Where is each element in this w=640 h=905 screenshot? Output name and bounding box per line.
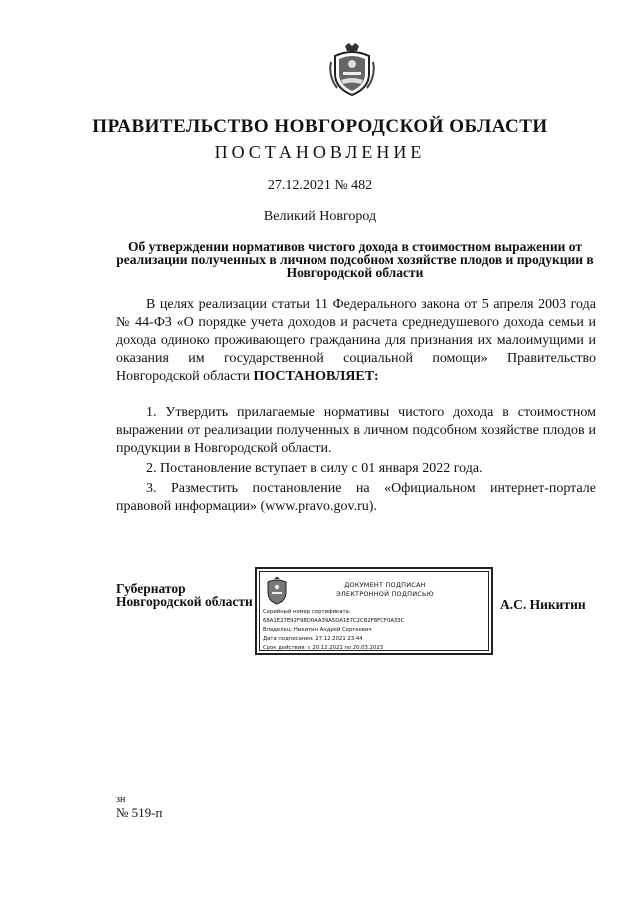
position-line-1: Губернатор bbox=[116, 581, 186, 596]
stamp-emblem-icon bbox=[264, 576, 290, 606]
coat-of-arms-emblem bbox=[327, 42, 377, 98]
signatory-name: А.С. Никитин bbox=[500, 597, 586, 612]
stamp-validity: Срок действия: с 20.12.2021 по 20.03.2023 bbox=[263, 645, 384, 651]
document-subject: Об утверждении нормативов чистого дохода в стоимостном выражении от реализации полученных в личном подсобном хозяйстве плодов и продукции в Новгородской области bbox=[116, 239, 594, 280]
item-3: 3. Разместить постановление на «Официальном интернет-портале правовой информации» (www.pravo.gov.ru). bbox=[116, 481, 596, 514]
stamp-details bbox=[263, 608, 404, 653]
government-title: ПРАВИТЕЛЬСТВО НОВГОРОДСКОЙ ОБЛАСТИ bbox=[92, 116, 548, 137]
footer-reference bbox=[116, 793, 162, 819]
signatory-position bbox=[116, 582, 253, 608]
decree-word: ПОСТАНОВЛЯЕТ: bbox=[253, 369, 379, 384]
position-line-2: Новгородской области bbox=[116, 594, 253, 609]
stamp-title-line-2: ЭЛЕКТРОННОЙ ПОДПИСЬЮ bbox=[336, 590, 434, 598]
stamp-cert-label: Серийный номер сертификата: bbox=[263, 609, 351, 615]
stamp-title bbox=[300, 581, 470, 599]
stamp-cert-number: 68A1E27E92F98D0AA39A5DA1E7C2CB2F8FCF0A33C bbox=[263, 618, 405, 624]
footer-number: № 519-п bbox=[116, 805, 163, 820]
electronic-signature-stamp bbox=[255, 567, 493, 655]
stamp-title-line-1: ДОКУМЕНТ ПОДПИСАН bbox=[344, 581, 426, 589]
item-1: 1. Утвердить прилагаемые нормативы чистого дохода в стоимостном выражении от реализации полученных в личном подсобном хозяйстве плодов и продукции в Новгородской области. bbox=[116, 405, 596, 456]
stamp-inner-border bbox=[259, 571, 489, 651]
footer-initials: зн bbox=[116, 794, 126, 805]
date-and-number: 27.12.2021 № 482 bbox=[267, 178, 373, 193]
document-kind: ПОСТАНОВЛЕНИЕ bbox=[214, 142, 426, 162]
city: Великий Новгород bbox=[263, 209, 377, 224]
stamp-signed-date: Дата подписания: 27.12.2021 23:44 bbox=[263, 636, 363, 642]
item-2: 2. Постановление вступает в силу с 01 января 2022 года. bbox=[146, 461, 483, 476]
stamp-owner: Владелец: Никитин Андрей Сергеевич bbox=[263, 627, 372, 633]
preamble-paragraph bbox=[116, 296, 596, 386]
preamble-text: В целях реализации статьи 11 Федерального закона от 5 апреля 2003 года № 44-ФЗ «О порядке учета доходов и расчета среднедушевого дохода семьи и дохода одиноко проживающего гражданина для признания их малоимущими и оказания им государственной социальной помощи» Правительство Новгородской области bbox=[116, 297, 596, 384]
